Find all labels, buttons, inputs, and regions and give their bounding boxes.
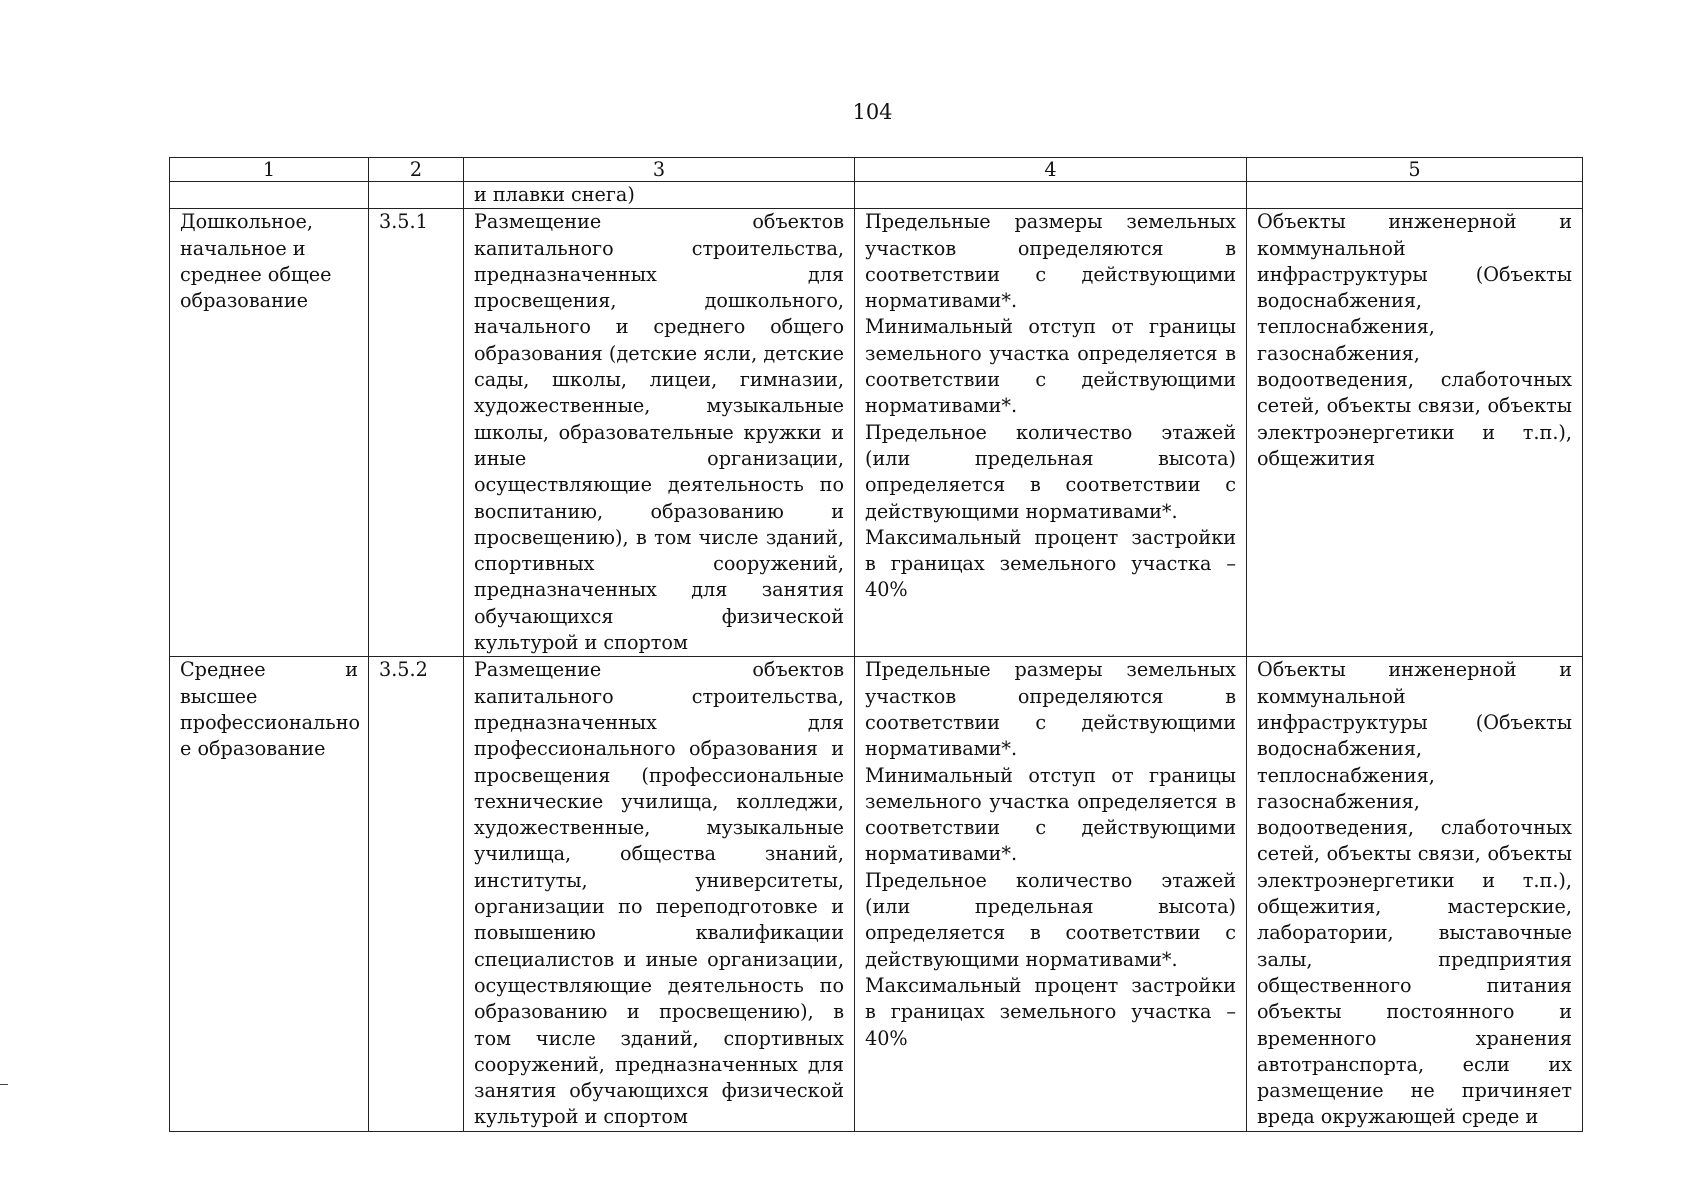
use-name-cell: Среднее и высшее профессионально е образование xyxy=(170,657,369,1131)
page-number: 104 xyxy=(852,100,893,124)
table-cell xyxy=(1247,182,1583,209)
table-cell xyxy=(855,182,1247,209)
table-cell: и плавки снега) xyxy=(464,182,855,209)
parameters-cell: Предельные размеры земельных участков определяются в соответствии с действующими нормативами*. Минимальный отступ от границы земельного участка определяется в соответствии с действующими нормативами*. Предельное количество этажей (или предельная высота) определяется в соответствии с действующими нормативами*. Максимальный процент застройки в границах земельного участка – 40% xyxy=(855,657,1247,1131)
header-cell: 2 xyxy=(369,158,464,182)
land-use-table xyxy=(169,157,1583,1132)
table-cell xyxy=(369,182,464,209)
use-description-cell: Размещение объектов капитального строительства, предназначенных для просвещения, дошкольного, начального и среднего общего образования (детские ясли, детские сады, школы, лицеи, гимназии, художественные, музыкальные школы, образовательные кружки и иные организации, осуществляющие деятельность по воспитанию, образованию и просвещению), в том числе зданий, спортивных сооружений, предназначенных для занятия обучающихся физической культурой и спортом xyxy=(464,209,855,657)
header-cell: 5 xyxy=(1247,158,1583,182)
use-description-cell: Размещение объектов капитального строительства, предназначенных для профессионального образования и просвещения (профессиональные технические училища, колледжи, художественные, музыкальные училища, общества знаний, институты, университеты, организации по переподготовке и повышению квалификации специалистов и иные организации, осуществляющие деятельность по образованию и просвещению), в том числе зданий, спортивных сооружений, предназначенных для занятия обучающихся физической культурой и спортом xyxy=(464,657,855,1131)
scan-edge-mark xyxy=(0,1084,8,1085)
table-row xyxy=(170,657,1583,1131)
header-cell: 4 xyxy=(855,158,1247,182)
header-cell: 1 xyxy=(170,158,369,182)
table-row xyxy=(170,209,1583,657)
use-code-cell: 3.5.1 xyxy=(369,209,464,657)
auxiliary-uses-cell: Объекты инженерной и коммунальной инфраструктуры (Объекты водоснабжения, теплоснабжения, газоснабжения, водоотведения, слаботочных сетей, объекты связи, объекты электроэнергетики и т.п.), общежития xyxy=(1247,209,1583,657)
table-header-row xyxy=(170,158,1583,182)
parameters-cell: Предельные размеры земельных участков определяются в соответствии с действующими нормативами*. Минимальный отступ от границы земельного участка определяется в соответствии с действующими нормативами*. Предельное количество этажей (или предельная высота) определяется в соответствии с действующими нормативами*. Максимальный процент застройки в границах земельного участка – 40% xyxy=(855,209,1247,657)
use-code-cell: 3.5.2 xyxy=(369,657,464,1131)
use-name-cell: Дошкольное, начальное и среднее общее образование xyxy=(170,209,369,657)
table-cell xyxy=(170,182,369,209)
auxiliary-uses-cell: Объекты инженерной и коммунальной инфраструктуры (Объекты водоснабжения, теплоснабжения, газоснабжения, водоотведения, слаботочных сетей, объекты связи, объекты электроэнергетики и т.п.), общежития, мастерские, лаборатории, выставочные залы, предприятия общественного питания объекты постоянного и временного хранения автотранспорта, если их размещение не причиняет вреда окружающей среде и xyxy=(1247,657,1583,1131)
header-cell: 3 xyxy=(464,158,855,182)
continuation-row xyxy=(170,182,1583,209)
